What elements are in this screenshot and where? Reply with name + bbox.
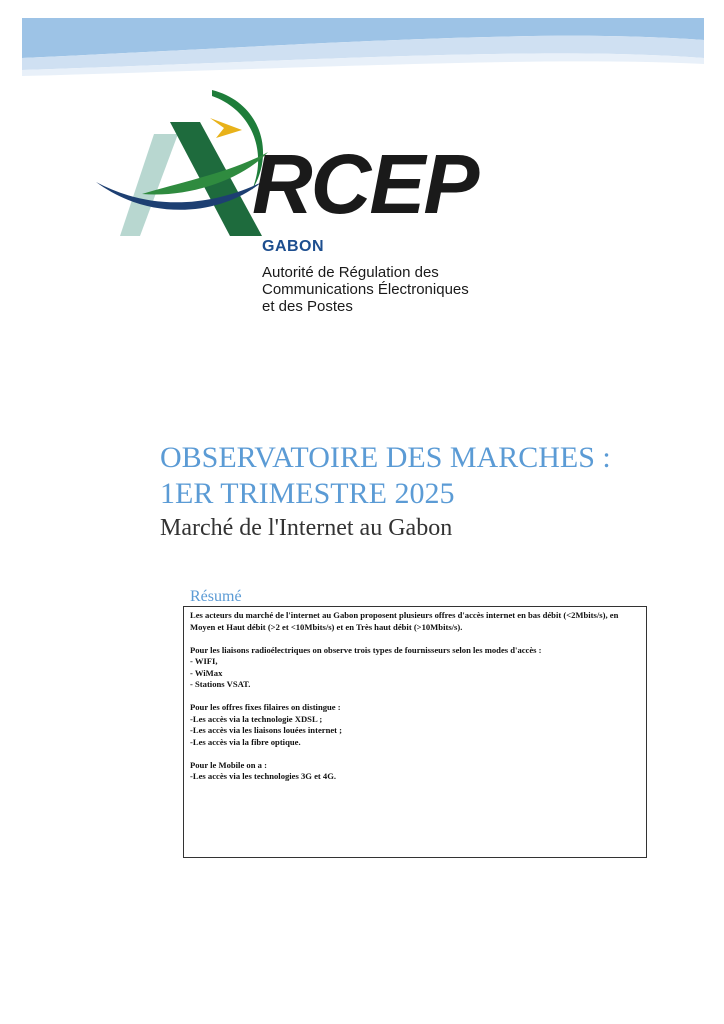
logo-subtitle-line: Communications Électroniques [262,281,469,298]
document-title-line-1: OBSERVATOIRE DES MARCHES : [160,441,611,474]
summary-intro: Les acteurs du marché de l'internet au Gabon proposent plusieurs offres d'accès internet en bas débit (<2Mbits/s), en Moyen et Haut débit (>2 et <10Mbits/s) et en Très haut débit (>10Mbits/s). [190,610,619,632]
summary-radio-item: - WIFI, [190,656,218,666]
summary-fixed-item: -Les accès via la technologie XDSL ; [190,713,323,724]
title-block [160,440,680,544]
summary-fixed-item: -Les accès via les liaisons louées internet ; [190,725,343,735]
summary-radio-item: - Stations VSAT. [190,679,251,689]
logo-subtitle-line: et des Postes [262,298,353,315]
logo-subtitle [262,264,522,315]
document-subtitle: Marché de l'Internet au Gabon [160,515,453,541]
logo-wordmark: RCEP [252,137,478,231]
summary-box [183,606,647,858]
summary-heading: Résumé [190,588,242,605]
summary-radio-item: - WiMax [190,667,223,678]
summary-fixed-section [190,702,640,748]
summary-mobile-heading: Pour le Mobile on a : [190,759,267,770]
summary-radio-section [190,645,640,691]
summary-mobile-section [190,760,640,783]
summary-fixed-heading: Pour les offres fixes filaires on distingue : [190,702,341,712]
document-title-line-2: 1ER TRIMESTRE 2025 [160,477,455,510]
logo-subtitle-line: Autorité de Régulation des [262,264,439,281]
arcep-logo [92,82,512,322]
logo-country: GABON [262,238,325,255]
header-wave-band [22,18,704,78]
summary-radio-heading: Pour les liaisons radioélectriques on observe trois types de fournisseurs selon les modes d'accès : [190,644,542,655]
summary-fixed-item: -Les accès via la fibre optique. [190,736,301,747]
summary-mobile-item: -Les accès via les technologies 3G et 4G. [190,771,337,781]
arcep-a-emblem-icon [92,82,272,242]
